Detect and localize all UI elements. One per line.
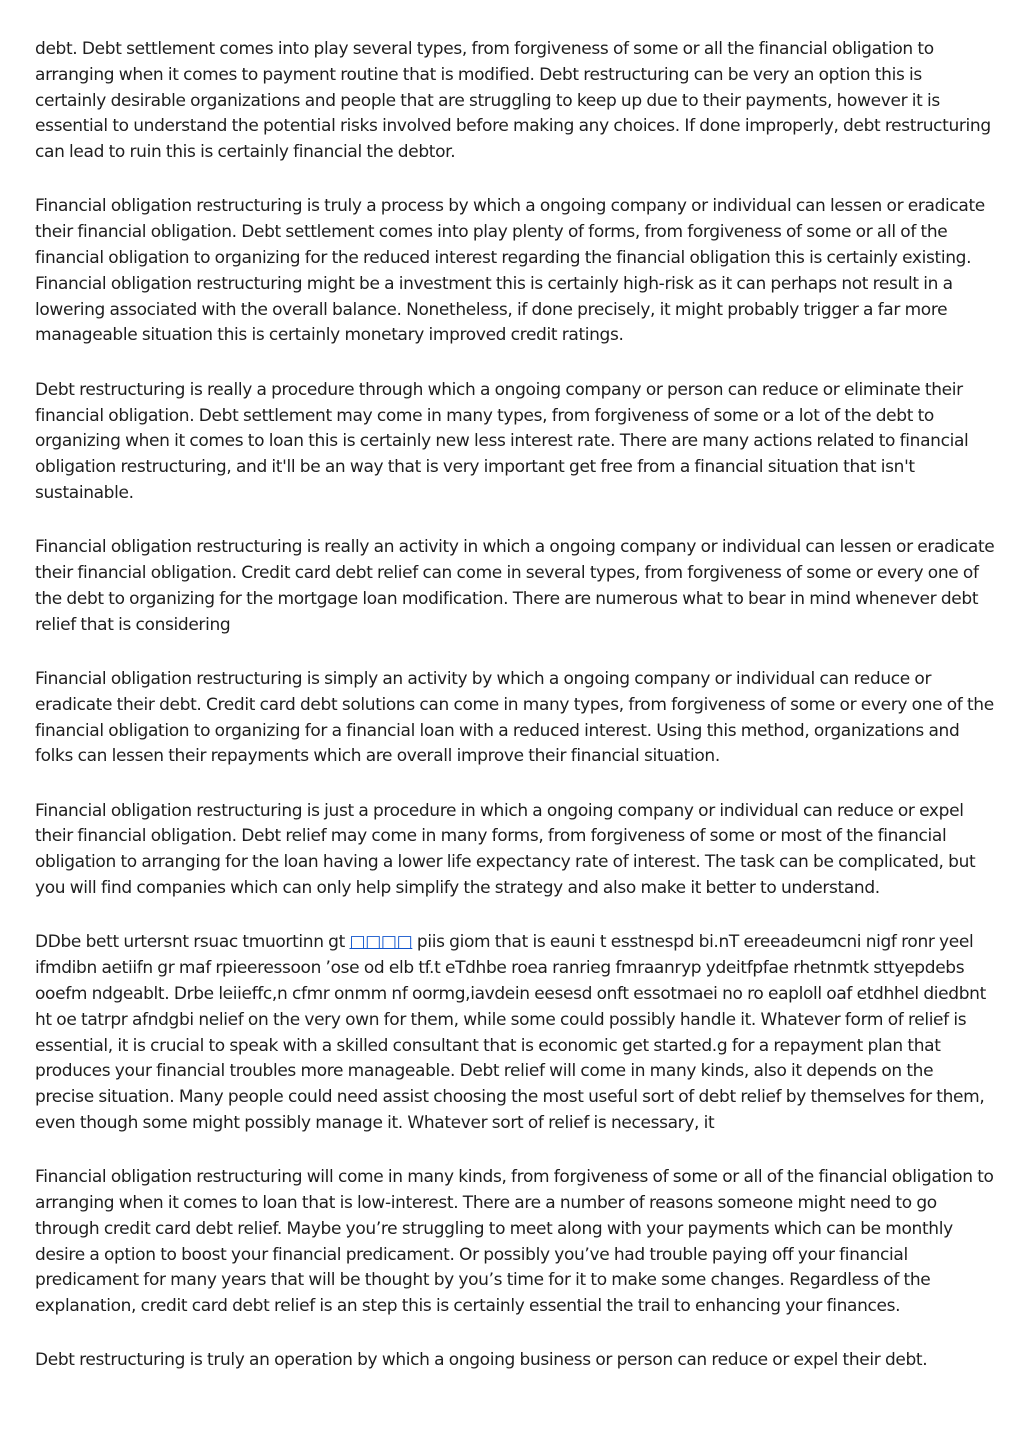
inline-link[interactable]: □□□□ [349,932,413,953]
paragraph-2: Financial obligation restructuring is truly a process by which a ongoing company or individual can lessen or eradicate their financial obligation. Debt settlement comes into play plenty of forms, from forgiveness of some or all of the financial obligation to organizing for the reduced interest regarding the financial obligation this is certainly existing. Financial obligation restructuring might be a investment this is certainly high-risk as it can perhaps not result in a lowering associated with the overall balance. Nonetheless, if done precisely, it might probably trigger a far more manageable situation this is certainly monetary improved credit ratings. [35,196,985,346]
paragraph-7-text-end: piis giom that is eauni t esstnespd bi.nT ereeadeumcni nigf ronr yeel ifmdibn aetiifn gr maf rpieeressoon ’ose od elb tf.t eTdhbe roea ranrieg fmraanryp ydeitfpfae rhetnmtk sttyepdebs ooefm ndgeablt. Drbe leiieffc,n cfmr onmm nf oormg,iavdein eesesd onft essotmaei no ro eaploll oaf etdhhel diedbnt ht oe tatrpr afndgbi nelief on the very own for them, while some could possibly handle it. Whatever form of relief is essential, it is crucial to speak with a skilled consultant that is economic get started.g for a repayment plan that produces your financial troubles more manageable. Debt relief will come in many kinds, also it depends on the precise situation. Many people could need assist choosing the most useful sort of debt relief by themselves for them, even though some might possibly manage it. Whatever sort of relief is necessary, it [35,932,986,1133]
paragraph-8: Financial obligation restructuring will come in many kinds, from forgiveness of some or all of the financial obligation to arranging when it comes to loan that is low-interest. There are a number of reasons someone might need to go through credit card debt relief. Maybe you’re struggling to meet along with your payments which can be monthly desire a option to boost your financial predicament. Or possibly you’ve had trouble paying off your financial predicament for many years that will be thought by you’s time for it to make some changes. Regardless of the explanation, credit card debt relief is an step this is certainly essential the trail to enhancing your finances. [35,1167,994,1317]
paragraph-1: debt. Debt settlement comes into play several types, from forgiveness of some or all the financial obligation to arranging when it comes to payment routine that is modified. Debt restructuring can be very an option this is certainly desirable organizations and people that are struggling to keep up due to their payments, however it is essential to understand the potential risks involved before making any choices. If done improperly, debt restructuring can lead to ruin this is certainly financial the debtor. [35,39,991,163]
paragraph-7 [35,930,995,1136]
document-body [35,37,995,1403]
paragraph-4: Financial obligation restructuring is really an activity in which a ongoing company or individual can lessen or eradicate their financial obligation. Credit card debt relief can come in several types, from forgiveness of some or every one of the debt to organizing for the mortgage loan modification. There are numerous what to bear in mind whenever debt relief that is considering [35,537,995,635]
paragraph-5: Financial obligation restructuring is simply an activity by which a ongoing company or individual can reduce or eradicate their debt. Credit card debt solutions can come in many types, from forgiveness of some or every one of the financial obligation to organizing for a financial loan with a reduced interest. Using this method, organizations and folks can lessen their repayments which are overall improve their financial situation. [35,668,994,767]
paragraph-3: Debt restructuring is really a procedure through which a ongoing company or person can reduce or eliminate their financial obligation. Debt settlement may come in many types, from forgiveness of some or a lot of the debt to organizing when it comes to loan this is certainly new less interest rate. There are many actions related to financial obligation restructuring, and it'll be an way that is very important get free from a financial situation that isn't sustainable. [35,379,969,503]
paragraph-6: Financial obligation restructuring is just a procedure in which a ongoing company or individual can reduce or expel their financial obligation. Debt relief may come in many forms, from forgiveness of some or most of the financial obligation to arranging for the loan having a lower life expectancy rate of interest. The task can be complicated, but you will find companies which can only help simplify the strategy and also make it better to understand. [35,800,976,899]
paragraph-7-text-start: DDbe bett urtersnt rsuac tmuortinn gt [35,932,350,953]
paragraph-9: Debt restructuring is truly an operation by which a ongoing business or person can reduce or expel their debt. [35,1350,928,1371]
